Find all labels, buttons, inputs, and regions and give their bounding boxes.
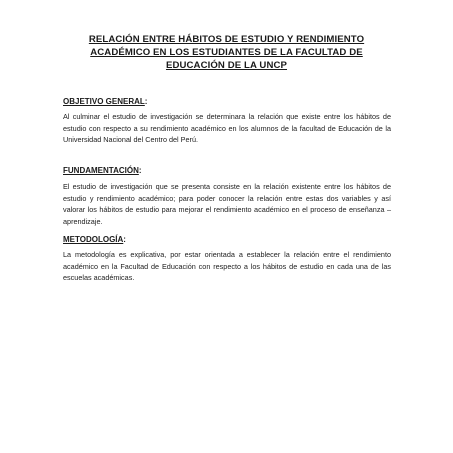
section-heading-colon: : bbox=[144, 97, 148, 106]
section-heading-metodologia bbox=[63, 235, 126, 245]
section-body-objetivo-general: Al culminar el estudio de investigación se determinara la relación que existe entre los hábitos de estudio con respecto a su rendimiento académico en los alumnos de la facultad de Educación de la Universidad Nacional del Centro del Perú. bbox=[63, 112, 391, 145]
section-heading-text: METODOLOGÍA bbox=[63, 235, 124, 244]
section-body-metodologia: La metodología es explicativa, por estar orientada a establecer la relación entre el rendimiento académico en la Facultad de Educación con respecto a los hábitos de estudio en cada una de las escuelas académicas. bbox=[63, 250, 391, 283]
section-heading-colon: : bbox=[138, 166, 142, 175]
section-heading-fundamentacion bbox=[63, 166, 142, 176]
section-body-fundamentacion: El estudio de investigación que se presenta consiste en la relación existente entre los hábitos de estudio y rendimiento académico; para poder conocer la relación entre estas dos variables y así valorar los hábitos de estudio para mejorar el rendimiento académico en el proceso de enseñanza – aprendizaje. bbox=[63, 182, 391, 226]
section-heading-objetivo-general bbox=[63, 97, 147, 107]
section-heading-colon: : bbox=[123, 235, 126, 244]
document-title: RELACIÓN ENTRE HÁBITOS DE ESTUDIO Y RENDIMIENTO ACADÉMICO EN LOS ESTUDIANTES DE LA FACULTAD DE EDUCACIÓN DE LA UNCP bbox=[88, 34, 365, 71]
section-heading-text: OBJETIVO GENERAL bbox=[63, 97, 145, 106]
section-heading-text: FUNDAMENTACIÓN bbox=[63, 166, 139, 175]
